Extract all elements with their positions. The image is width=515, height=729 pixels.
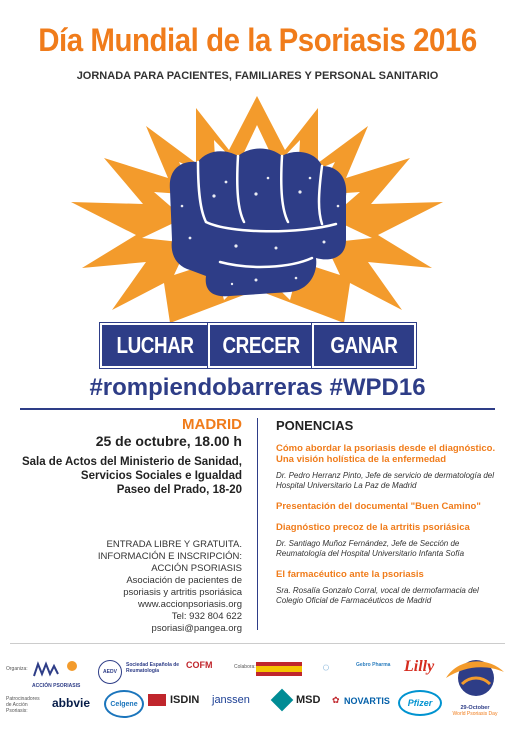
wpd-date: 29-October (460, 705, 490, 711)
talk-title: Cómo abordar la psoriasis desde el diagnóstico. Una visión holística de la enfermedad (276, 443, 496, 465)
world-psoriasis-day-logo (442, 654, 508, 722)
slogan-bar (100, 323, 416, 368)
website-link[interactable]: www.accionpsoriasis.org (137, 599, 242, 610)
program (276, 414, 501, 616)
divider-horizontal (20, 408, 495, 410)
logo-novartis: NOVARTIS (344, 696, 390, 706)
info-line: ENTRADA LIBRE Y GRATUITA. (106, 539, 242, 550)
colabora-label: Colabora: (234, 664, 256, 670)
venue-line: Sala de Actos del Ministerio de Sanidad, (21, 456, 242, 468)
talk-title: Presentación del documental "Buen Camino" (276, 501, 481, 512)
registration-info (14, 539, 242, 635)
wpd-name: World Psoriasis Day (452, 711, 498, 717)
isdin-mark-icon (148, 694, 166, 706)
phone-number: Tel: 932 804 622 (171, 611, 242, 622)
sponsors-row-1 (6, 660, 446, 690)
email-link[interactable]: psoriasi@pangea.org (151, 623, 242, 634)
patrocina-label: Patrocinadores de Acción Psoriasis: (6, 696, 40, 714)
talk-speaker: Sra. Rosalía Gonzalo Corral, vocal de dermofarmacia del Colegio Oficial de Farmacéuticos de Madrid (276, 586, 479, 605)
slogan-luchar: LUCHAR (100, 323, 210, 368)
fist-starburst-illustration (0, 84, 515, 324)
info-line: INFORMACIÓN E INSCRIPCIÓN: (97, 551, 242, 562)
poster-subtitle: JORNADA PARA PACIENTES, FAMILIARES Y PERSONAL SANITARIO (76, 70, 439, 82)
divider-vertical (257, 418, 258, 630)
poster-title: Día Mundial de la Psoriasis 2016 (38, 22, 477, 58)
msd-mark-icon (271, 689, 294, 712)
talk-title: El farmacéutico ante la psoriasis (276, 569, 424, 580)
organiza-label: Organiza: (6, 666, 28, 672)
logo-accion-psoriasis: ACCIÓN PSORIASIS (32, 660, 94, 689)
talk-title: Diagnóstico precoz de la artritis psoriásica (276, 522, 470, 533)
hashtags: #rompiendobarreras #WPD16 (89, 374, 426, 401)
logo-aedv: AEDV (98, 660, 122, 684)
event-venue (14, 455, 242, 497)
novartis-flame-icon: ✿ (332, 695, 340, 705)
colegio-icon: ◌ (322, 660, 330, 674)
slogan-ganar: GANAR (312, 323, 416, 368)
program-heading: PONENCIAS (276, 418, 354, 433)
logo-abbvie: abbvie (52, 696, 91, 710)
logo-msd: MSD (296, 694, 321, 706)
talk-speaker: Dr. Pedro Herranz Pinto, Jefe de servicio de dermatología del Hospital Universitario La Paz de Madrid (276, 471, 495, 490)
logo-pfizer: Pfizer (398, 690, 442, 716)
info-line: Asociación de pacientes de (126, 575, 242, 586)
logo-ser: Sociedad Española de Reumatología (126, 662, 180, 674)
globe-icon (442, 654, 508, 700)
logo-lilly: Lilly (404, 658, 435, 675)
talk-speaker: Dr. Santiago Muñoz Fernández, Jefe de Sección de Reumatología del Hospital Universitario Infanta Sofía (276, 539, 465, 558)
logo-gebro: Gebro Pharma (356, 662, 391, 668)
slogan-crecer: CRECER (208, 323, 314, 368)
event-city: MADRID (182, 416, 242, 433)
venue-line: Paseo del Prado, 18-20 (116, 484, 242, 496)
logo-ministerio-flag (256, 662, 302, 676)
accion-psoriasis-icon (32, 660, 94, 678)
logo-isdin: ISDIN (170, 694, 200, 706)
event-details (14, 414, 242, 635)
logo-cofm: COFM (186, 660, 213, 670)
event-date: 25 de octubre, 18.00 h (95, 433, 242, 449)
logo-celgene: Celgene (104, 690, 144, 718)
logo-janssen: janssen (212, 694, 250, 706)
logo-colegio (306, 660, 346, 674)
info-line: psoriasis y artritis psoriásica (123, 587, 242, 598)
info-line: ACCIÓN PSORIASIS (151, 563, 242, 574)
sponsors-row-2 (6, 692, 446, 722)
footer-divider (10, 643, 505, 644)
venue-line: Servicios Sociales e Igualdad (80, 470, 242, 482)
